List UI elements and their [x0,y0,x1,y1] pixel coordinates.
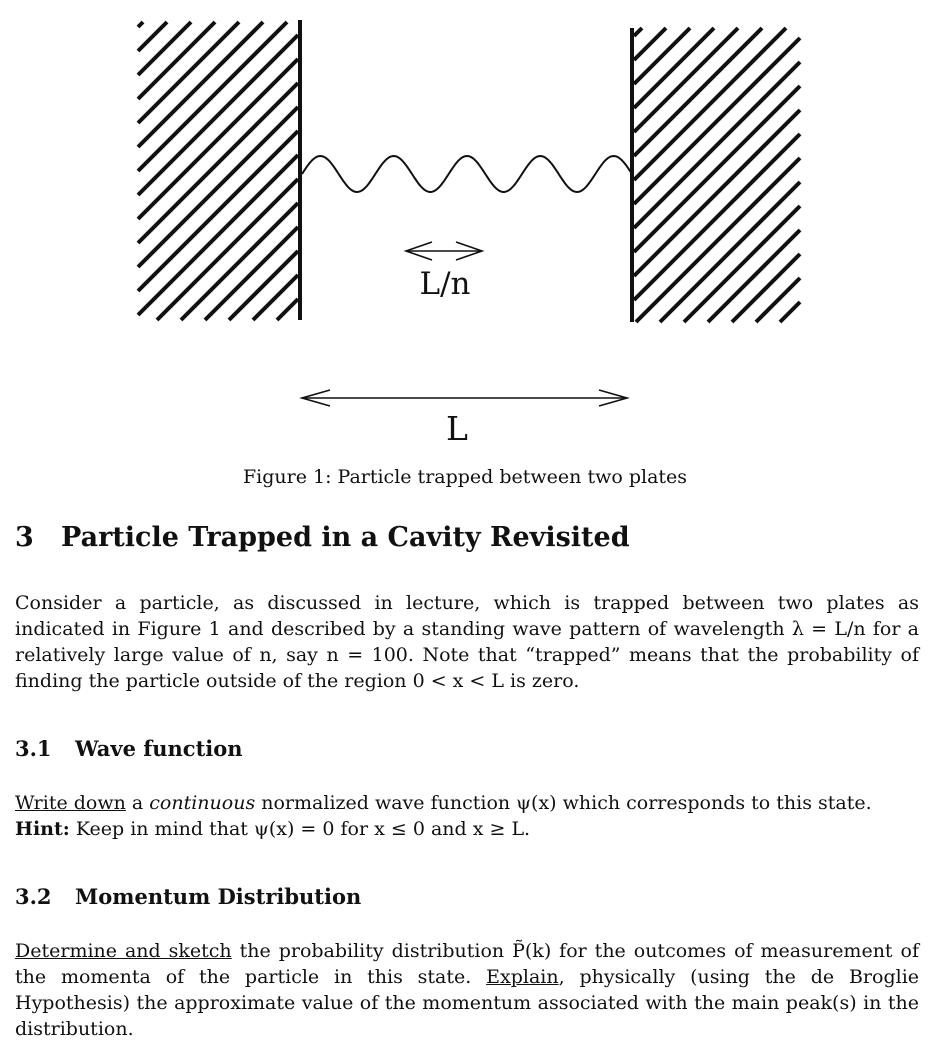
hatch-line [253,275,298,320]
task-text-a: a [125,792,150,814]
subsection-3-1-number: 3.1 [15,736,52,761]
hatch-line [634,28,642,36]
hatch-line [138,131,298,291]
hatch-line [708,230,800,322]
hatch-line [756,278,800,322]
task-text-2b: , physically (using the de Broglie Hypothesis) the [15,966,920,1014]
hatch-line [205,227,298,320]
hatch-line [138,22,263,147]
figure-1 [0,0,930,460]
subsection-3-2-heading [15,884,361,909]
hatch-line [277,299,298,320]
hint-label: Hint: [15,818,70,840]
section-heading [15,522,630,553]
hatch-line [780,302,800,322]
subsection-3-2-number: 3.2 [15,884,52,909]
length-label: L [446,409,468,448]
section-number: 3 [15,522,34,553]
task-text-3: approximate value of the momentum associated with the main peak(s) in the distribution. [15,992,919,1040]
hatch-line [634,86,800,252]
hatch-line [634,134,800,300]
left-plate-hatching [138,22,298,320]
wavelength-label: L/n [419,266,471,302]
intro-line-4: outside of the region 0 < x < L is zero. [206,670,580,692]
section-intro-paragraph [15,590,919,694]
subsection-3-2-body [15,938,919,1042]
hint-text: Keep in mind that ψ(x) = 0 for x ≤ 0 and x ≥ L. [69,818,531,840]
task-text-2a: momenta of the particle in this state. [60,966,487,988]
intro-line-2: Figure 1 and described by a standing wave pattern of wavelength λ = L/n for a relatively large [15,618,920,666]
hatch-line [634,28,762,156]
hatch-line [181,203,298,320]
right-plate [632,28,800,322]
task-verb-explain: Explain [486,966,559,988]
section-title: Particle Trapped in a Cavity Revisited [61,522,630,553]
hatch-line [684,206,800,322]
task-emphasis: continuous [149,792,256,814]
hatch-line [138,22,143,27]
hatch-line [138,22,191,75]
left-plate [138,20,300,320]
task-line [15,790,919,816]
hatch-line [138,155,298,315]
standing-wave [302,156,632,192]
task-verb-determine: Determine and sketch [15,940,232,962]
hatch-line [634,28,690,84]
hatch-line [138,83,298,243]
hatch-line [138,35,298,195]
hatch-line [634,110,800,276]
hatch-line [636,158,800,322]
figure-caption: Figure 1: Particle trapped between two plates [242,466,688,488]
hatch-line [138,59,298,219]
hatch-line [138,107,298,267]
task-verb: Write down [15,792,126,814]
hatch-line [634,38,800,204]
subsection-3-2-title: Momentum Distribution [75,884,362,909]
hatch-line [634,28,786,180]
subsection-3-1-body [15,790,919,842]
length-arrow [302,390,627,406]
intro-line-1: Consider a particle, as discussed in lecture, which is trapped between two plates as indicated in [15,592,919,640]
subsection-3-1-heading [15,736,243,761]
intro-line-3: value of n, say n = 100. Note that “trapped” means that the probability of finding the particle [15,644,919,692]
hint-line [15,816,919,842]
wavelength-arrow [406,242,482,260]
task-text-1: the probability distribution P̃(k) for the outcomes of measurement of the [15,940,919,988]
hatch-line [634,28,714,108]
hatch-line [634,62,800,228]
task-text: normalized wave function ψ(x) which corresponds to this state. [255,792,872,814]
hatch-line [138,22,287,171]
hatch-line [138,22,167,51]
hatch-line [138,22,215,99]
subsection-3-1-title: Wave function [75,736,243,761]
right-plate-hatching [634,28,800,322]
